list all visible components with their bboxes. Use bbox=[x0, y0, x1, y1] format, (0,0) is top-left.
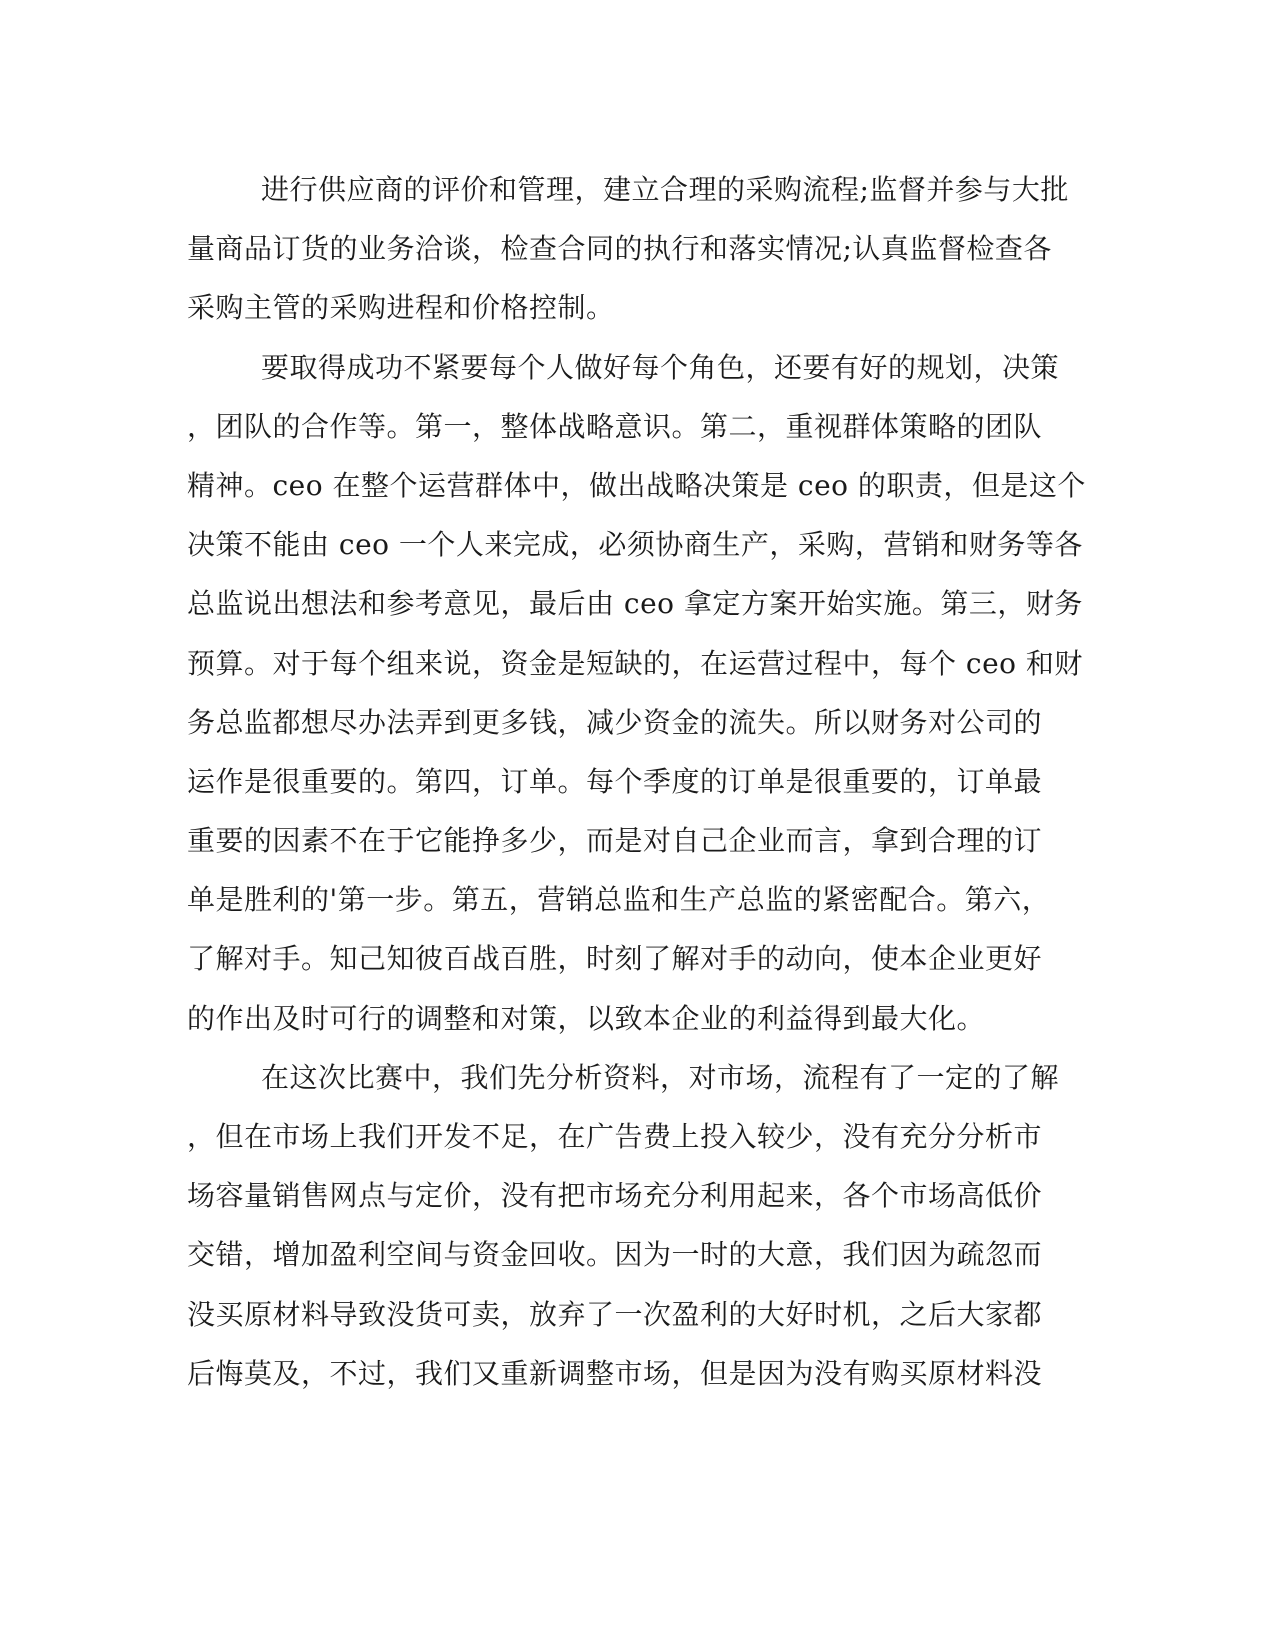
text-line: 交错，增加盈利空间与资金回收。因为一时的大意，我们因为疏忽而 bbox=[187, 1238, 1043, 1272]
text-line: 没买原材料导致没货可卖，放弃了一次盈利的大好时机，之后大家都 bbox=[187, 1297, 1043, 1331]
text-line: 预算。对于每个组来说，资金是短缺的，在运营过程中，每个 ceo 和财 bbox=[187, 646, 1083, 680]
text-line: 决策不能由 ceo 一个人来完成，必须协商生产，采购，营销和财务等各 bbox=[187, 528, 1083, 562]
text-line: ，但在市场上我们开发不足，在广告费上投入较少，没有充分分析市 bbox=[187, 1120, 1043, 1153]
text-line: 量商品订货的业务洽谈，检查合同的执行和落实情况;认真监督检查各 bbox=[187, 232, 1052, 266]
text-line: 单是胜利的'第一步。第五，营销总监和生产总监的紧密配合。第六， bbox=[187, 883, 1051, 917]
text-line: 总监说出想法和参考意见，最后由 ceo 拿定方案开始实施。第三，财务 bbox=[187, 587, 1083, 621]
paragraph-first-line: 在这次比赛中，我们先分析资料，对市场，流程有了一定的了解 bbox=[261, 1060, 1060, 1094]
text-line: 运作是很重要的。第四，订单。每个季度的订单是很重要的，订单最 bbox=[187, 764, 1043, 798]
text-line: 后悔莫及，不过，我们又重新调整市场，但是因为没有购买原材料没 bbox=[187, 1356, 1043, 1390]
text-line: 精神。ceo 在整个运营群体中，做出战略决策是 ceo 的职责，但是这个 bbox=[187, 468, 1086, 502]
text-line: ，团队的合作等。第一，整体战略意识。第二，重视群体策略的团队 bbox=[187, 409, 1043, 443]
text-line: 采购主管的采购进程和价格控制。 bbox=[187, 291, 615, 325]
paragraph-first-line: 要取得成功不紧要每个人做好每个角色，还要有好的规划，决策 bbox=[261, 350, 1060, 384]
text-line: 场容量销售网点与定价，没有把市场充分利用起来，各个市场高低价 bbox=[187, 1179, 1043, 1213]
text-line: 重要的因素不在于它能挣多少，而是对自己企业而言，拿到合理的订 bbox=[187, 824, 1043, 858]
text-line: 务总监都想尽办法弄到更多钱，减少资金的流失。所以财务对公司的 bbox=[187, 705, 1043, 739]
text-line: 了解对手。知己知彼百战百胜，时刻了解对手的动向，使本企业更好 bbox=[187, 942, 1043, 976]
text-line: 的作出及时可行的调整和对策，以致本企业的利益得到最大化。 bbox=[187, 1001, 986, 1035]
paragraph-first-line: 进行供应商的评价和管理，建立合理的采购流程;监督并参与大批 bbox=[261, 173, 1069, 206]
body-text bbox=[187, 160, 1087, 1403]
